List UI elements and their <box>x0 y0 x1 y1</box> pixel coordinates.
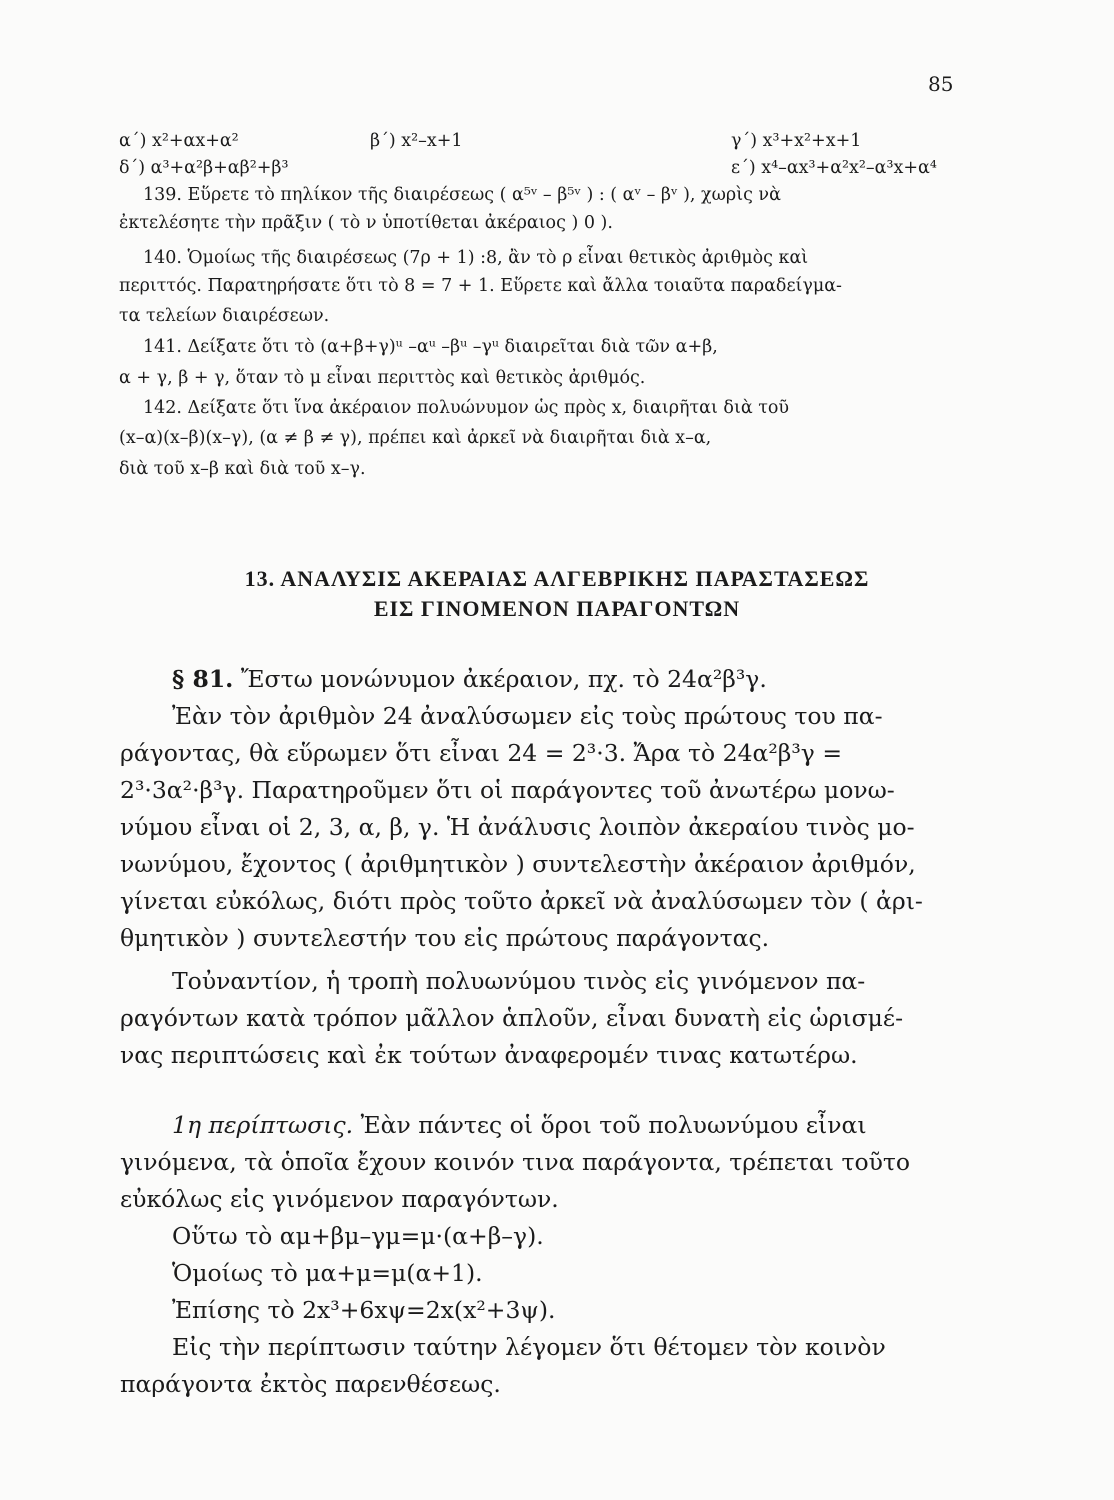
paragraph-81-line: ράγοντας, θὰ εὕρωμεν ὅτι εἶναι 24 = 2³·3. Ἄρα τὸ 24α²β³γ = <box>120 739 843 767</box>
paragraph-81-text: Ἔστω μονώνυμον ἀκέραιον, πχ. τὸ 24α²β³γ. <box>240 665 767 693</box>
exercise-e: ε΄) x⁴–αx³+α²x²–α³x+α⁴ <box>731 158 937 178</box>
case-1-line: εὐκόλως εἰς γινόμενον παραγόντων. <box>120 1185 559 1213</box>
case-1-closing: Εἰς τὴν περίπτωσιν ταύτην λέγομεν ὅτι θέτομεν τὸν κοινὸν <box>172 1333 886 1361</box>
exercise-a: α΄) x²+αx+α² <box>119 131 239 151</box>
case-1-example: Ὁμοίως τὸ μα+μ=μ(α+1). <box>172 1259 483 1287</box>
paragraph-81-line: γίνεται εὐκόλως, διότι πρὸς τοῦτο ἀρκεῖ νὰ ἀναλύσωμεν τὸν ( ἀρι- <box>120 887 923 915</box>
case-1-label: 1η περίπτωσις. <box>172 1111 354 1139</box>
case-1-example: Οὕτω τὸ αμ+βμ–γμ=μ·(α+β–γ). <box>172 1222 544 1250</box>
case-1-text: Ἐὰν πάντες οἱ ὅροι τοῦ πολυωνύμου εἶναι <box>360 1111 867 1139</box>
paragraph-81-line: Ἐὰν τὸν ἀριθμὸν 24 ἀναλύσωμεν εἰς τοὺς πρώτους του πα- <box>172 702 883 730</box>
exercise-140-line2: περιττός. Παρατηρήσατε ὅτι τὸ 8 = 7 + 1. Εὕρετε καὶ ἄλλα τοιαῦτα παραδείγμα- <box>119 276 842 296</box>
section-subtitle: ΕΙΣ ΓΙΝΟΜΕΝΟΝ ΠΑΡΑΓΟΝΤΩΝ <box>373 596 741 621</box>
exercise-140-line1: 140. Ὁμοίως τῆς διαιρέσεως (7ρ + 1) :8, ἂν τὸ ρ εἶναι θετικὸς ἀριθμὸς καὶ <box>143 248 809 268</box>
exercise-g: γ΄) x³+x²+x+1 <box>731 131 862 151</box>
paragraph-2-line: νας περιπτώσεις καὶ ἐκ τούτων ἀναφερομέν τινας κατωτέρω. <box>120 1041 858 1069</box>
exercise-139-line1: 139. Εὕρετε τὸ πηλίκον τῆς διαιρέσεως ( α⁵ᵛ – β⁵ᵛ ) : ( αᵛ – βᵛ ), χωρὶς νὰ <box>143 185 781 205</box>
exercise-142-line2: (x–α)(x–β)(x–γ), (α ≠ β ≠ γ), πρέπει καὶ ἀρκεῖ νὰ διαιρῆται διὰ x–α, <box>119 428 712 448</box>
exercise-b: β΄) x²–x+1 <box>370 131 463 151</box>
paragraph-81-first-line <box>172 665 767 693</box>
page-number: 85 <box>928 72 954 96</box>
case-1-closing: παράγοντα ἐκτὸς παρενθέσεως. <box>120 1370 501 1398</box>
case-1-first-line <box>172 1111 867 1139</box>
exercise-142-line3: διὰ τοῦ x–β καὶ διὰ τοῦ x–γ. <box>119 459 366 479</box>
exercise-d: δ΄) α³+α²β+αβ²+β³ <box>119 158 289 178</box>
paragraph-81-label: § 81. <box>172 665 234 693</box>
case-1-line: γινόμενα, τὰ ὁποῖα ἔχουν κοινόν τινα παράγοντα, τρέπεται τοῦτο <box>120 1148 911 1176</box>
paragraph-81-line: νύμου εἶναι οἱ 2, 3, α, β, γ. Ἡ ἀνάλυσις λοιπὸν ἀκεραίου τινὸς μο- <box>120 813 915 841</box>
case-1-example: Ἐπίσης τὸ 2x³+6xψ=2x(x²+3ψ). <box>172 1296 556 1324</box>
exercise-142-line1: 142. Δείξατε ὅτι ἵνα ἀκέραιον πολυώνυμον ὡς πρὸς x, διαιρῆται διὰ τοῦ <box>143 398 790 418</box>
exercise-140-line3: τα τελείων διαιρέσεων. <box>119 306 330 326</box>
paragraph-81-line: 2³·3α²·β³γ. Παρατηροῦμεν ὅτι οἱ παράγοντες τοῦ ἀνωτέρω μονω- <box>120 776 895 804</box>
exercise-141-line2: α + γ, β + γ, ὅταν τὸ μ εἶναι περιττὸς καὶ θετικὸς ἀριθμός. <box>119 368 646 388</box>
section-title: 13. ΑΝΑΛΥΣΙΣ ΑΚΕΡΑΙΑΣ ΑΛΓΕΒΡΙΚΗΣ ΠΑΡΑΣΤΑΣΕΩΣ <box>244 566 870 591</box>
paragraph-2-line: Τοὐναντίον, ἡ τροπὴ πολυωνύμου τινὸς εἰς γινόμενον πα- <box>172 967 866 995</box>
paragraph-2-line: ραγόντων κατὰ τρόπον μᾶλλον ἁπλοῦν, εἶναι δυνατὴ εἰς ὡρισμέ- <box>120 1004 904 1032</box>
exercise-139-line2: ἐκτελέσητε τὴν πρᾶξιν ( τὸ ν ὑποτίθεται ἀκέραιος ) 0 ). <box>119 213 613 233</box>
paragraph-81-line: νωνύμου, ἔχοντος ( ἀριθμητικὸν ) συντελεστὴν ἀκέραιον ἀριθμόν, <box>120 850 916 878</box>
paragraph-81-line: θμητικὸν ) συντελεστήν του εἰς πρώτους παράγοντας. <box>120 924 770 952</box>
exercise-141-line1: 141. Δείξατε ὅτι τὸ (α+β+γ)ᵘ –αᵘ –βᵘ –γᵘ διαιρεῖται διὰ τῶν α+β, <box>143 337 718 357</box>
